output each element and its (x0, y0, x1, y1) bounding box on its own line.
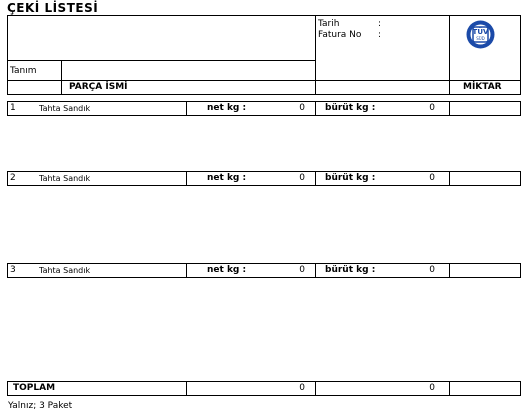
tanim-label: Tanım (10, 66, 37, 76)
logo-text: TÜV (472, 28, 489, 36)
logo-subtext: SÜD (476, 36, 485, 41)
row-part-name: Tahta Sandık (39, 104, 91, 113)
invoice-label: Fatura No (318, 30, 362, 40)
total-gross-value: 0 (429, 383, 435, 393)
row-part-name: Tahta Sandık (39, 174, 91, 183)
row-gross-value: 0 (429, 103, 435, 113)
row-net-value: 0 (299, 265, 305, 275)
row-number: 1 (10, 103, 16, 113)
row-number: 3 (10, 265, 16, 275)
total-net-value: 0 (299, 383, 305, 393)
row-part-name: Tahta Sandık (39, 266, 91, 275)
invoice-colon: : (378, 30, 382, 40)
row-net-label: net kg : (207, 265, 247, 275)
row-number: 2 (10, 173, 16, 183)
date-label: Tarih (318, 19, 340, 29)
part-name-header: PARÇA İSMİ (69, 82, 128, 92)
row-gross-label: bürüt kg : (325, 265, 376, 275)
date-colon: : (378, 19, 382, 29)
yalniz-text: Yalnız; 3 Paket (8, 401, 73, 411)
row-net-value: 0 (299, 103, 305, 113)
tuv-logo (466, 20, 495, 49)
row-net-label: net kg : (207, 173, 247, 183)
document-title: ÇEKİ LİSTESİ (7, 1, 99, 15)
row-gross-label: bürüt kg : (325, 103, 376, 113)
row-gross-value: 0 (429, 173, 435, 183)
row-gross-label: bürüt kg : (325, 173, 376, 183)
row-gross-value: 0 (429, 265, 435, 275)
total-label: TOPLAM (13, 383, 56, 393)
row-net-value: 0 (299, 173, 305, 183)
row-net-label: net kg : (207, 103, 247, 113)
quantity-header: MİKTAR (463, 82, 502, 92)
